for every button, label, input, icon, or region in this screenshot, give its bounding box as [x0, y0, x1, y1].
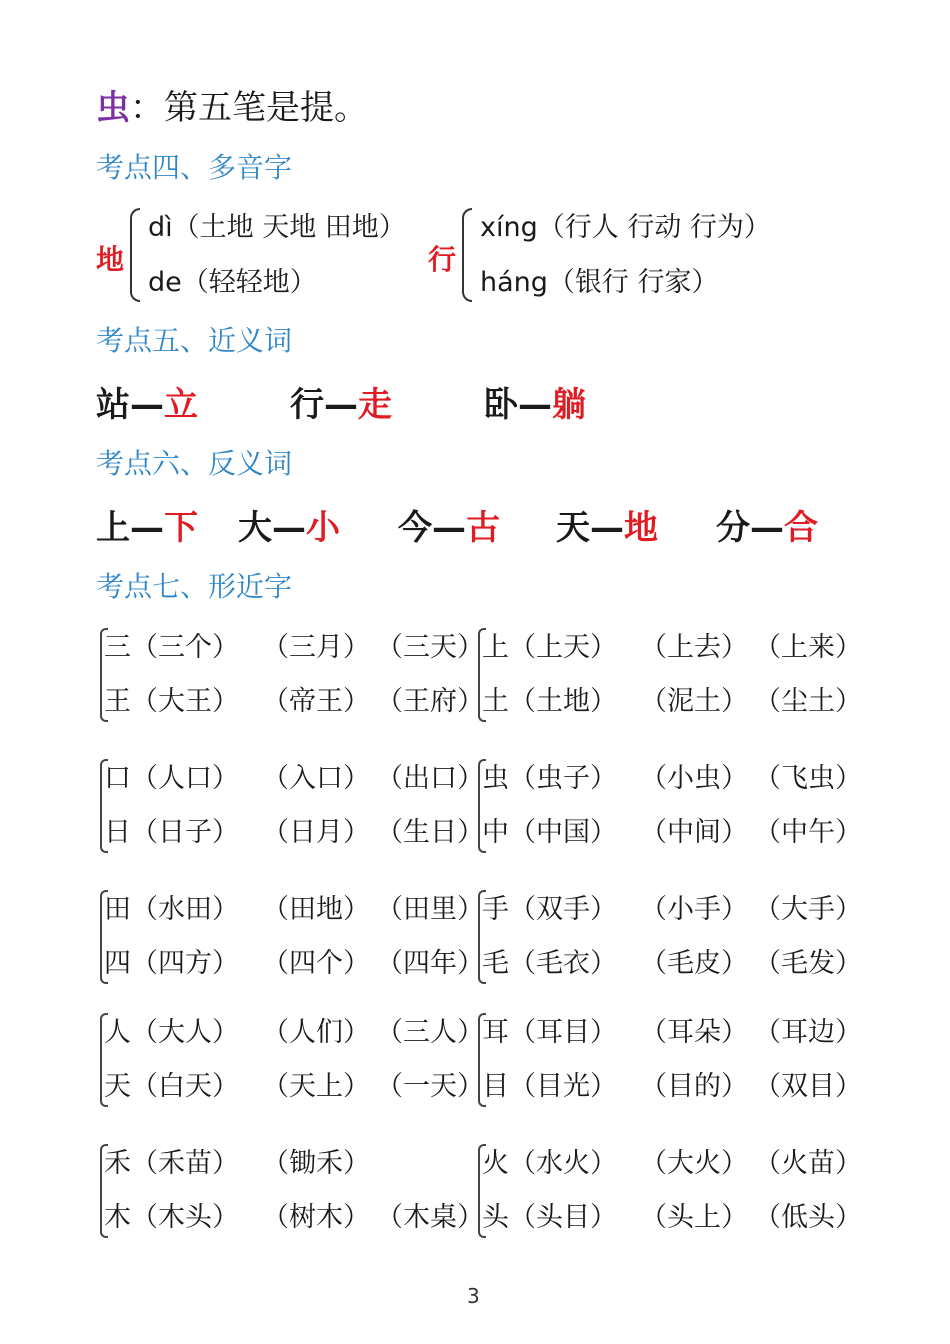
similar-item: （木桌） [376, 1202, 484, 1233]
similar-item: （日月） [262, 817, 370, 848]
similar-item: （田地） [262, 894, 370, 925]
polyphone-di-reading-1: dì（土地 天地 田地） [148, 212, 406, 243]
similar-item: （毛皮） [640, 948, 748, 979]
synonym-row [96, 380, 896, 430]
similar-item: 四（四方） [104, 948, 239, 979]
heading-similar-chars: 考点七、形近字 [96, 570, 293, 603]
similar-item: （上去） [640, 632, 748, 663]
similar-item: 三（三个） [104, 632, 239, 663]
antonym-pair: 大—小 [238, 508, 340, 548]
similar-item: 禾（禾苗） [104, 1148, 239, 1179]
similar-item: （飞虫） [754, 763, 862, 794]
brace-xing [462, 208, 472, 302]
antonym-pair: 天—地 [556, 508, 658, 548]
similar-item: 田（水田） [104, 894, 239, 925]
similar-item: （双目） [754, 1071, 862, 1102]
similar-item: 耳（耳目） [482, 1017, 617, 1048]
similar-item: 火（水火） [482, 1148, 617, 1179]
stroke-note [96, 84, 368, 132]
similar-item: （入口） [262, 763, 370, 794]
similar-item: （中午） [754, 817, 862, 848]
similar-item: 毛（毛衣） [482, 948, 617, 979]
similar-item: （锄禾） [262, 1148, 370, 1179]
similar-item: （出口） [376, 763, 484, 794]
antonym-row [96, 503, 896, 553]
similar-item: 手（双手） [482, 894, 617, 925]
similar-item: 头（头目） [482, 1202, 617, 1233]
similar-item: （大火） [640, 1148, 748, 1179]
similar-item: （火苗） [754, 1148, 862, 1179]
similar-item: （人们） [262, 1017, 370, 1048]
brace-di [130, 208, 140, 302]
polyphone-xing-reading-1: xíng（行人 行动 行为） [480, 212, 771, 243]
similar-item: （耳边） [754, 1017, 862, 1048]
note-char: 虫 [96, 88, 130, 128]
similar-item: 日（日子） [104, 817, 239, 848]
similar-item: 上（上天） [482, 632, 617, 663]
similar-item: 口（人口） [104, 763, 239, 794]
antonym-pair: 分—合 [716, 508, 818, 548]
similar-item: （中间） [640, 817, 748, 848]
similar-item: （耳朵） [640, 1017, 748, 1048]
similar-item: 王（大王） [104, 686, 239, 717]
antonym-pair: 今—古 [398, 508, 500, 548]
similar-item: （帝王） [262, 686, 370, 717]
similar-item: 土（土地） [482, 686, 617, 717]
similar-item: （大手） [754, 894, 862, 925]
synonym-pair: 站—立 [96, 385, 198, 425]
similar-item: （王府） [376, 686, 484, 717]
similar-item: （天上） [262, 1071, 370, 1102]
similar-item: （三人） [376, 1017, 484, 1048]
note-text: ：第五笔是提。 [130, 88, 368, 128]
similar-item: （尘土） [754, 686, 862, 717]
similar-item: 虫（虫子） [482, 763, 617, 794]
page-number: 3 [467, 1284, 480, 1308]
polyphone-char-xing: 行 [428, 243, 457, 276]
similar-item: 天（白天） [104, 1071, 239, 1102]
similar-item: （生日） [376, 817, 484, 848]
synonym-pair: 卧—躺 [484, 385, 586, 425]
polyphone-xing-reading-2: háng（银行 行家） [480, 267, 719, 298]
similar-item: （三天） [376, 632, 484, 663]
similar-item: （三月） [262, 632, 370, 663]
similar-item: （低头） [754, 1202, 862, 1233]
similar-item: （田里） [376, 894, 484, 925]
antonym-pair: 上—下 [96, 508, 198, 548]
similar-item: （毛发） [754, 948, 862, 979]
similar-item: 木（木头） [104, 1202, 239, 1233]
polyphone-char-di: 地 [96, 243, 125, 276]
similar-item: （四年） [376, 948, 484, 979]
similar-item: 人（大人） [104, 1017, 239, 1048]
similar-item: （四个） [262, 948, 370, 979]
similar-item: （树木） [262, 1202, 370, 1233]
similar-item: （上来） [754, 632, 862, 663]
synonym-pair: 行—走 [290, 385, 392, 425]
similar-item: （小手） [640, 894, 748, 925]
similar-item: （一天） [376, 1071, 484, 1102]
similar-item: （头上） [640, 1202, 748, 1233]
similar-item: （小虫） [640, 763, 748, 794]
polyphone-di-reading-2: de（轻轻地） [148, 267, 317, 298]
similar-item: 目（目光） [482, 1071, 617, 1102]
similar-item: （目的） [640, 1071, 748, 1102]
similar-item: （泥土） [640, 686, 748, 717]
heading-polyphones: 考点四、多音字 [96, 151, 293, 184]
heading-synonyms: 考点五、近义词 [96, 324, 293, 357]
similar-item: 中（中国） [482, 817, 617, 848]
heading-antonyms: 考点六、反义词 [96, 447, 293, 480]
